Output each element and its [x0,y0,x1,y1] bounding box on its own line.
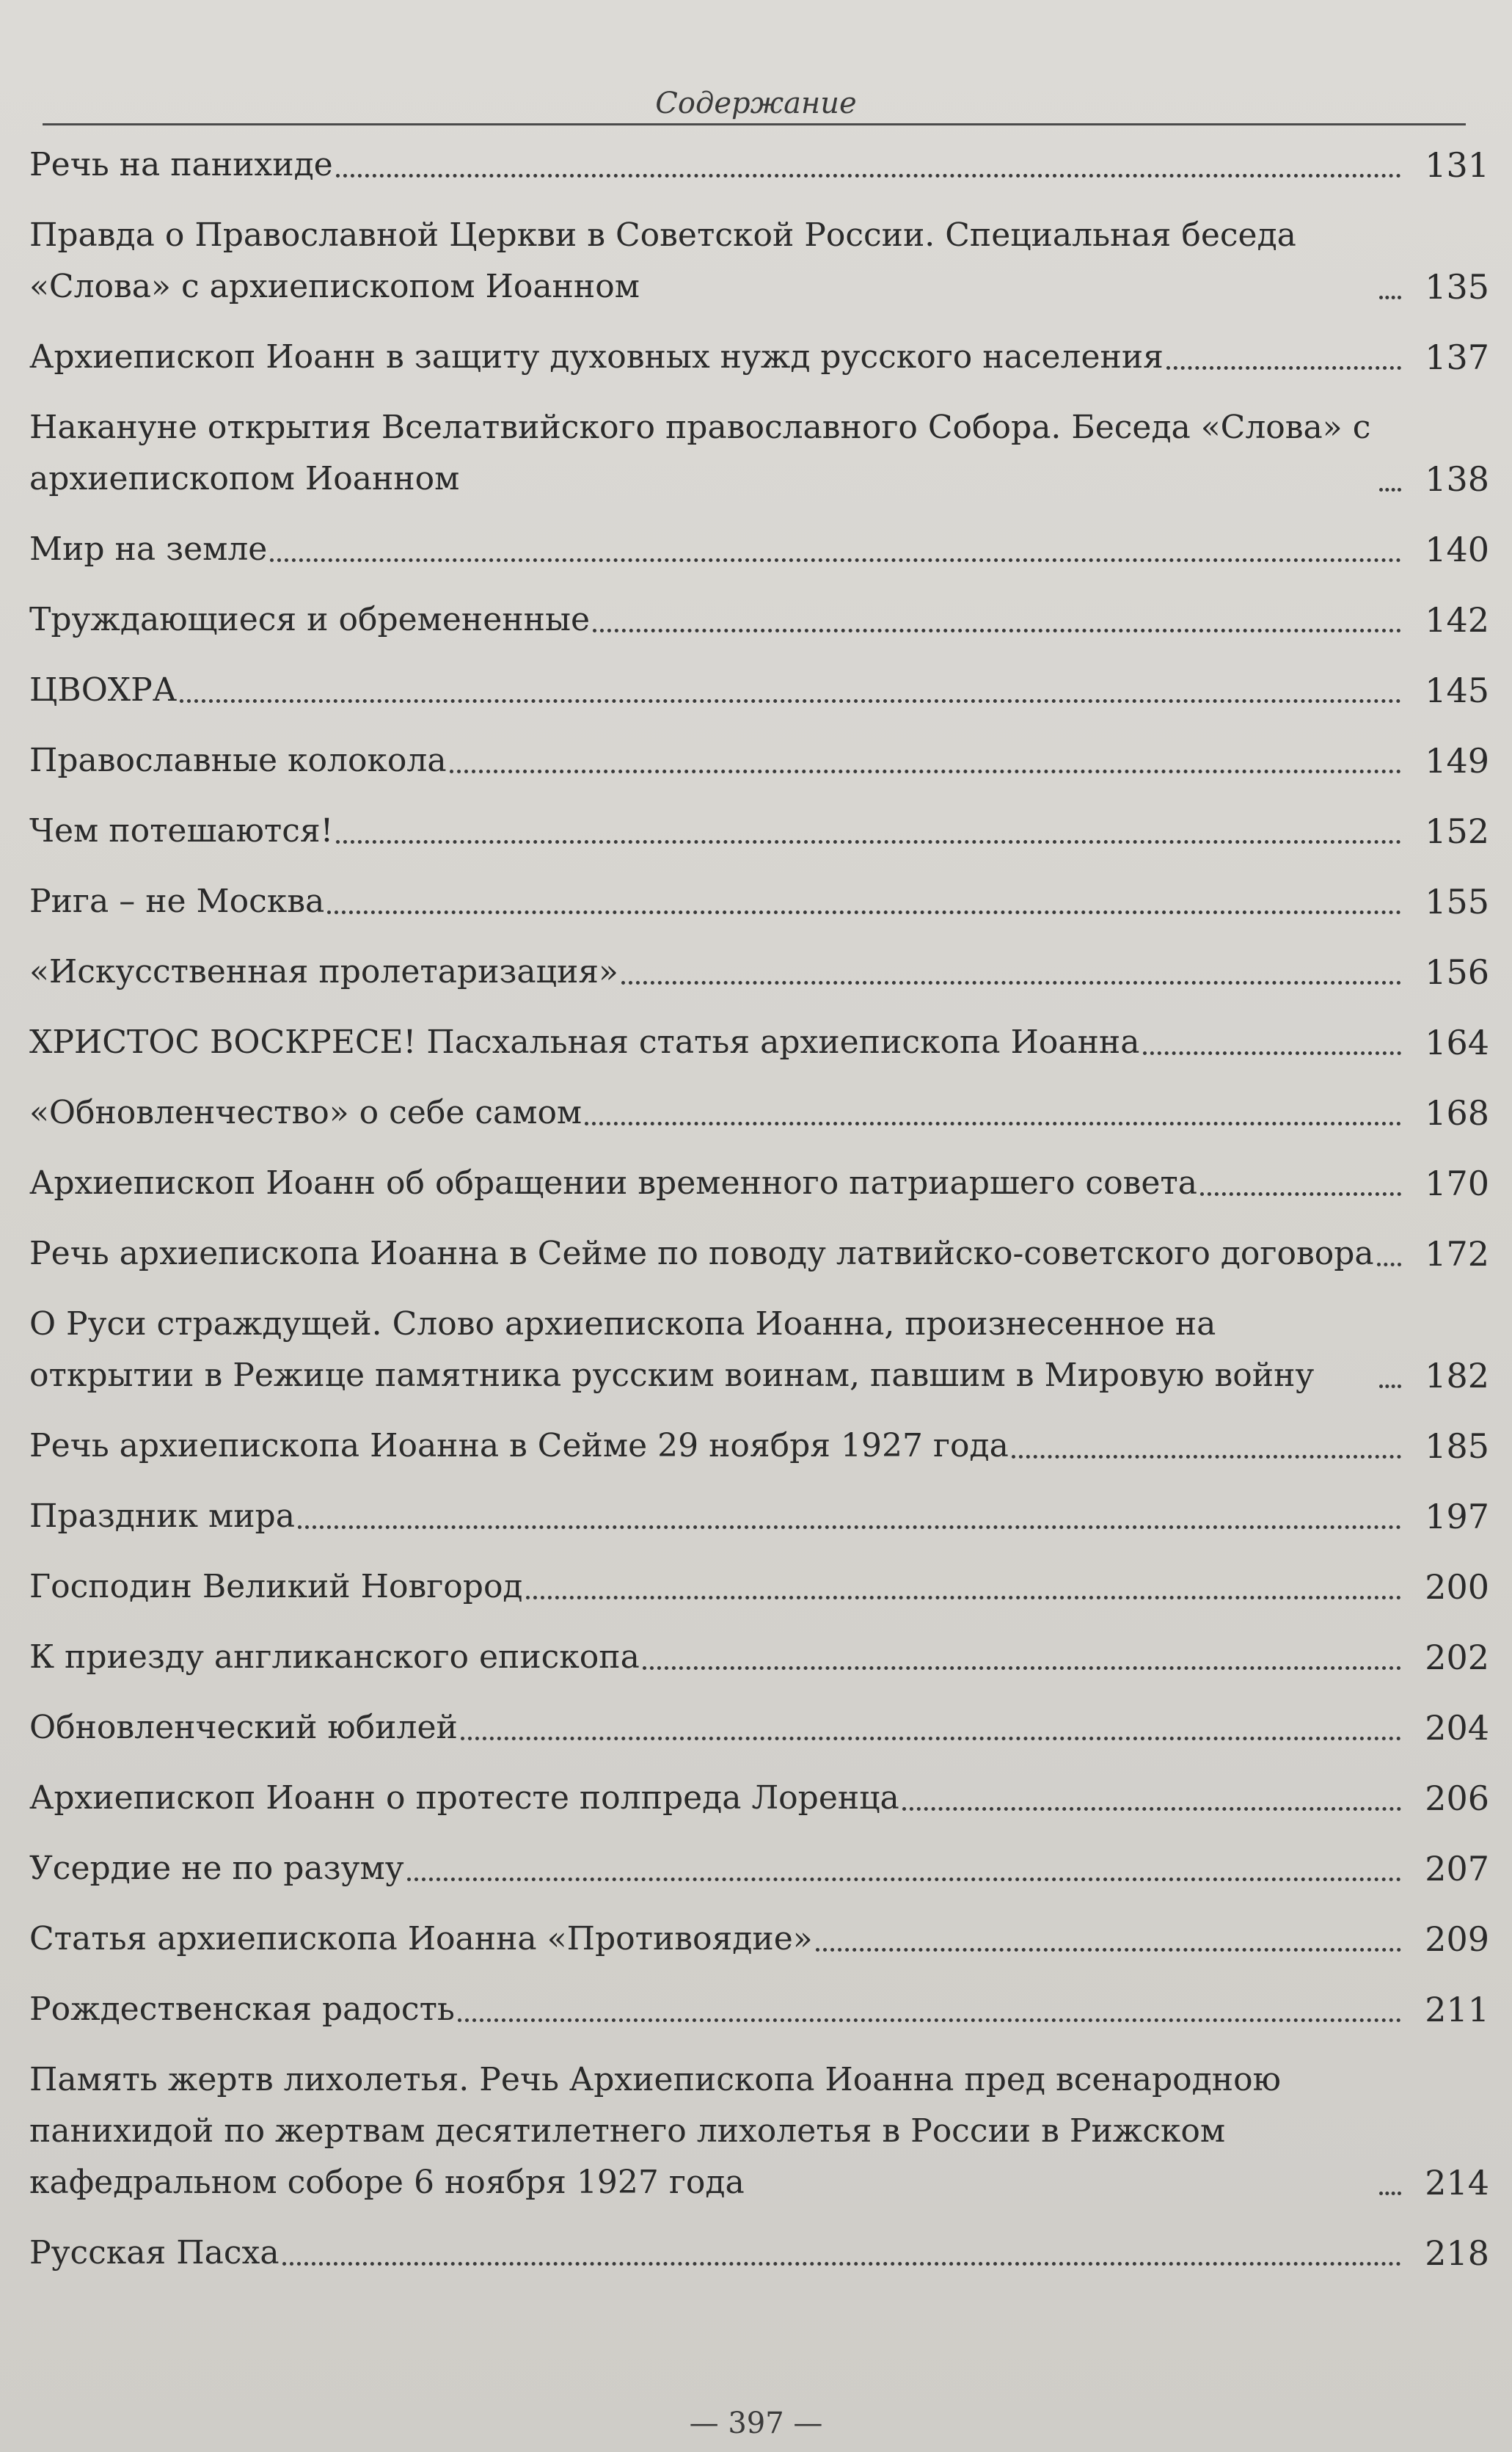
toc-entry-title: Архиепископ Иоанн об обращении временного патриаршего совета [29,1164,1197,1202]
page-number: — 397 — [689,2407,823,2440]
toc-entry-title-wrap [29,665,1409,716]
toc-entry-title: Речь архиепископа Иоанна в Сейме по поводу латвийско-советского договора [29,1235,1374,1272]
dot-leader [1379,2192,1401,2195]
dot-leader [298,1525,1401,1529]
toc-entry-page-number: 206 [1425,1778,1489,1818]
toc-entry [29,210,1489,313]
toc-entry-title-wrap [29,524,1409,575]
toc-entry-page-number: 207 [1425,1849,1489,1889]
toc-entry-title: Речь архиепископа Иоанна в Сейме 29 ноября 1927 года [29,1427,1009,1464]
toc-entry-title-wrap [29,139,1409,191]
toc-entry-title-wrap [29,1773,1409,1824]
dot-leader [1377,1263,1401,1266]
dot-leader [1012,1455,1401,1459]
toc-entry-page-number: 156 [1425,952,1489,992]
toc-entry-page-number: 185 [1425,1426,1489,1466]
toc-entry-title-wrap [29,402,1409,505]
dot-leader [270,558,1401,562]
dot-leader [1379,296,1401,299]
dot-leader [621,981,1401,985]
toc-entry-title: Архиепископ Иоанн в защиту духовных нужд русского населения [29,338,1164,376]
toc-entry-title-wrap [29,1984,1409,2035]
toc-entry-title-wrap [29,1017,1409,1068]
toc-entry-page-number: 149 [1425,741,1489,781]
dot-leader [450,770,1401,773]
toc-entry [29,806,1489,857]
toc-entry-title: ЦВОХРА [29,671,178,709]
toc-entry-title: Архиепископ Иоанн о протесте полпреда Лоренца [29,1779,899,1817]
toc-entry [29,946,1489,998]
toc-entry [29,1228,1489,1280]
dot-leader [1166,366,1401,370]
dot-leader [336,174,1401,178]
toc-entry [29,1299,1489,1401]
toc-entry-title: Память жертв лихолетья. Речь Архиепископа Иоанна пред всенародною панихидой по жертвам десятилетнего лихолетья в России в Рижском кафедральном соборе 6 ноября 1927 года [29,2061,1281,2201]
toc-entry-page-number: 202 [1425,1638,1489,1677]
toc-entry-page-number: 214 [1425,2163,1489,2203]
toc-entry [29,1984,1489,2035]
dot-leader [902,1807,1401,1811]
toc-entry-page-number: 182 [1425,1356,1489,1395]
toc-entry-title-wrap [29,806,1409,857]
dot-leader [180,699,1401,703]
running-head: Содержание [655,87,857,120]
toc-entry [29,332,1489,383]
toc-entry-title: Усердие не по разуму [29,1850,404,1887]
dot-leader [1379,1384,1401,1388]
toc-entry-title-wrap [29,2227,1409,2279]
toc-entry [29,1087,1489,1139]
toc-entry-page-number: 209 [1425,1919,1489,1959]
toc-entry-title: Господин Великий Новгород [29,1568,523,1605]
dot-leader [461,1737,1401,1740]
toc-entry-page-number: 204 [1425,1708,1489,1748]
toc-entry-title: Мир на земле [29,530,268,568]
toc-entry-title: Православные колокола [29,742,447,779]
toc-entry-title: О Руси страждущей. Слово архиепископа Иоанна, произнесенное на открытии в Режице памятника русским воинам, павшим в Мировую войну [29,1305,1315,1394]
toc-entry [29,1702,1489,1754]
toc-entry-title-wrap [29,1491,1409,1542]
toc-entry-page-number: 138 [1425,459,1489,499]
header-rule [43,123,1466,125]
toc-entry [29,1491,1489,1542]
toc-entry-page-number: 140 [1425,530,1489,569]
dot-leader [327,911,1401,914]
toc-entry-title-wrap [29,1087,1409,1139]
toc-entry-title-wrap [29,1913,1409,1965]
toc-entry [29,1420,1489,1472]
toc-entry-page-number: 131 [1425,145,1489,185]
toc-entry-title: Рождественская радость [29,1991,455,2028]
dot-leader [407,1878,1401,1881]
dot-leader [1143,1051,1402,1055]
toc-entry-page-number: 170 [1425,1164,1489,1203]
toc-entry [29,735,1489,787]
toc-entry-title: ХРИСТОС ВОСКРЕСЕ! Пасхальная статья архиепископа Иоанна [29,1024,1140,1061]
toc-entry [29,594,1489,646]
toc-entry-title-wrap [29,210,1409,313]
toc-entry-page-number: 200 [1425,1567,1489,1607]
toc-entry-title-wrap [29,332,1409,383]
toc-entry-title: Накануне открытия Вселатвийского православного Собора. Беседа «Слова» с архиепископом Иоанном [29,409,1371,497]
toc-entry-title-wrap [29,735,1409,787]
dot-leader [816,1948,1401,1952]
toc-entry-page-number: 142 [1425,600,1489,640]
dot-leader [526,1596,1401,1599]
toc-entry [29,2227,1489,2279]
toc-entry [29,524,1489,575]
toc-entry-title-wrap [29,1158,1409,1209]
toc-entry-page-number: 197 [1425,1497,1489,1536]
toc-entry-title-wrap [29,1299,1409,1401]
dot-leader [593,629,1401,632]
toc-entry-title-wrap [29,1702,1409,1754]
toc-entry-title: Правда о Православной Церкви в Советской России. Специальная беседа «Слова» с архиепископом Иоанном [29,216,1296,305]
toc-entry [29,876,1489,927]
toc-entry-page-number: 218 [1425,2233,1489,2273]
dot-leader [336,840,1401,844]
toc-entry-title-wrap [29,1420,1409,1472]
toc-entry-title-wrap [29,876,1409,927]
toc-entry-page-number: 145 [1425,671,1489,710]
toc-entry [29,1017,1489,1068]
toc-entry-title: Чем потешаются! [29,812,334,850]
toc-entry-title: Статья архиепископа Иоанна «Противоядие» [29,1920,813,1957]
toc-entry-title: Обновленческий юбилей [29,1709,458,1746]
toc-entry-title-wrap [29,946,1409,998]
dot-leader [643,1666,1401,1670]
toc-entry-page-number: 152 [1425,811,1489,851]
toc-entry [29,2054,1489,2208]
toc-entry-page-number: 168 [1425,1093,1489,1133]
toc-entry-title: К приезду англиканского епископа [29,1638,640,1676]
dot-leader [585,1122,1401,1125]
toc-entry [29,1913,1489,1965]
toc-entry [29,1561,1489,1613]
toc-entry-title-wrap [29,594,1409,646]
toc-entry-page-number: 172 [1425,1234,1489,1274]
toc-entry-title-wrap [29,2054,1409,2208]
dot-leader [1379,488,1401,492]
toc-entry-title: «Обновленчество» о себе самом [29,1094,582,1131]
toc-entry-title: Труждающиеся и обремененные [29,601,591,638]
toc-entry-title: Речь на панихиде [29,146,333,183]
toc-entry [29,402,1489,505]
toc-entry-title: Русская Пасха [29,2234,280,2272]
toc-entry-page-number: 137 [1425,337,1489,377]
toc-entry [29,1158,1489,1209]
table-of-contents [29,139,1489,2298]
toc-entry-page-number: 211 [1425,1990,1489,2029]
toc-entry-title-wrap [29,1632,1409,1683]
dot-leader [1200,1192,1401,1196]
toc-entry [29,1773,1489,1824]
toc-entry-title: «Искусственная пролетаризация» [29,953,618,990]
dot-leader [282,2262,1401,2266]
toc-entry-title: Праздник мира [29,1497,295,1535]
toc-entry-page-number: 164 [1425,1023,1489,1062]
dot-leader [458,2018,1401,2022]
toc-entry [29,1632,1489,1683]
toc-entry [29,1843,1489,1894]
toc-entry-page-number: 155 [1425,882,1489,922]
toc-entry-page-number: 135 [1425,267,1489,307]
toc-entry-title: Рига – не Москва [29,883,325,920]
toc-entry [29,665,1489,716]
toc-entry [29,139,1489,191]
toc-entry-title-wrap [29,1843,1409,1894]
toc-entry-title-wrap [29,1228,1409,1280]
toc-entry-title-wrap [29,1561,1409,1613]
